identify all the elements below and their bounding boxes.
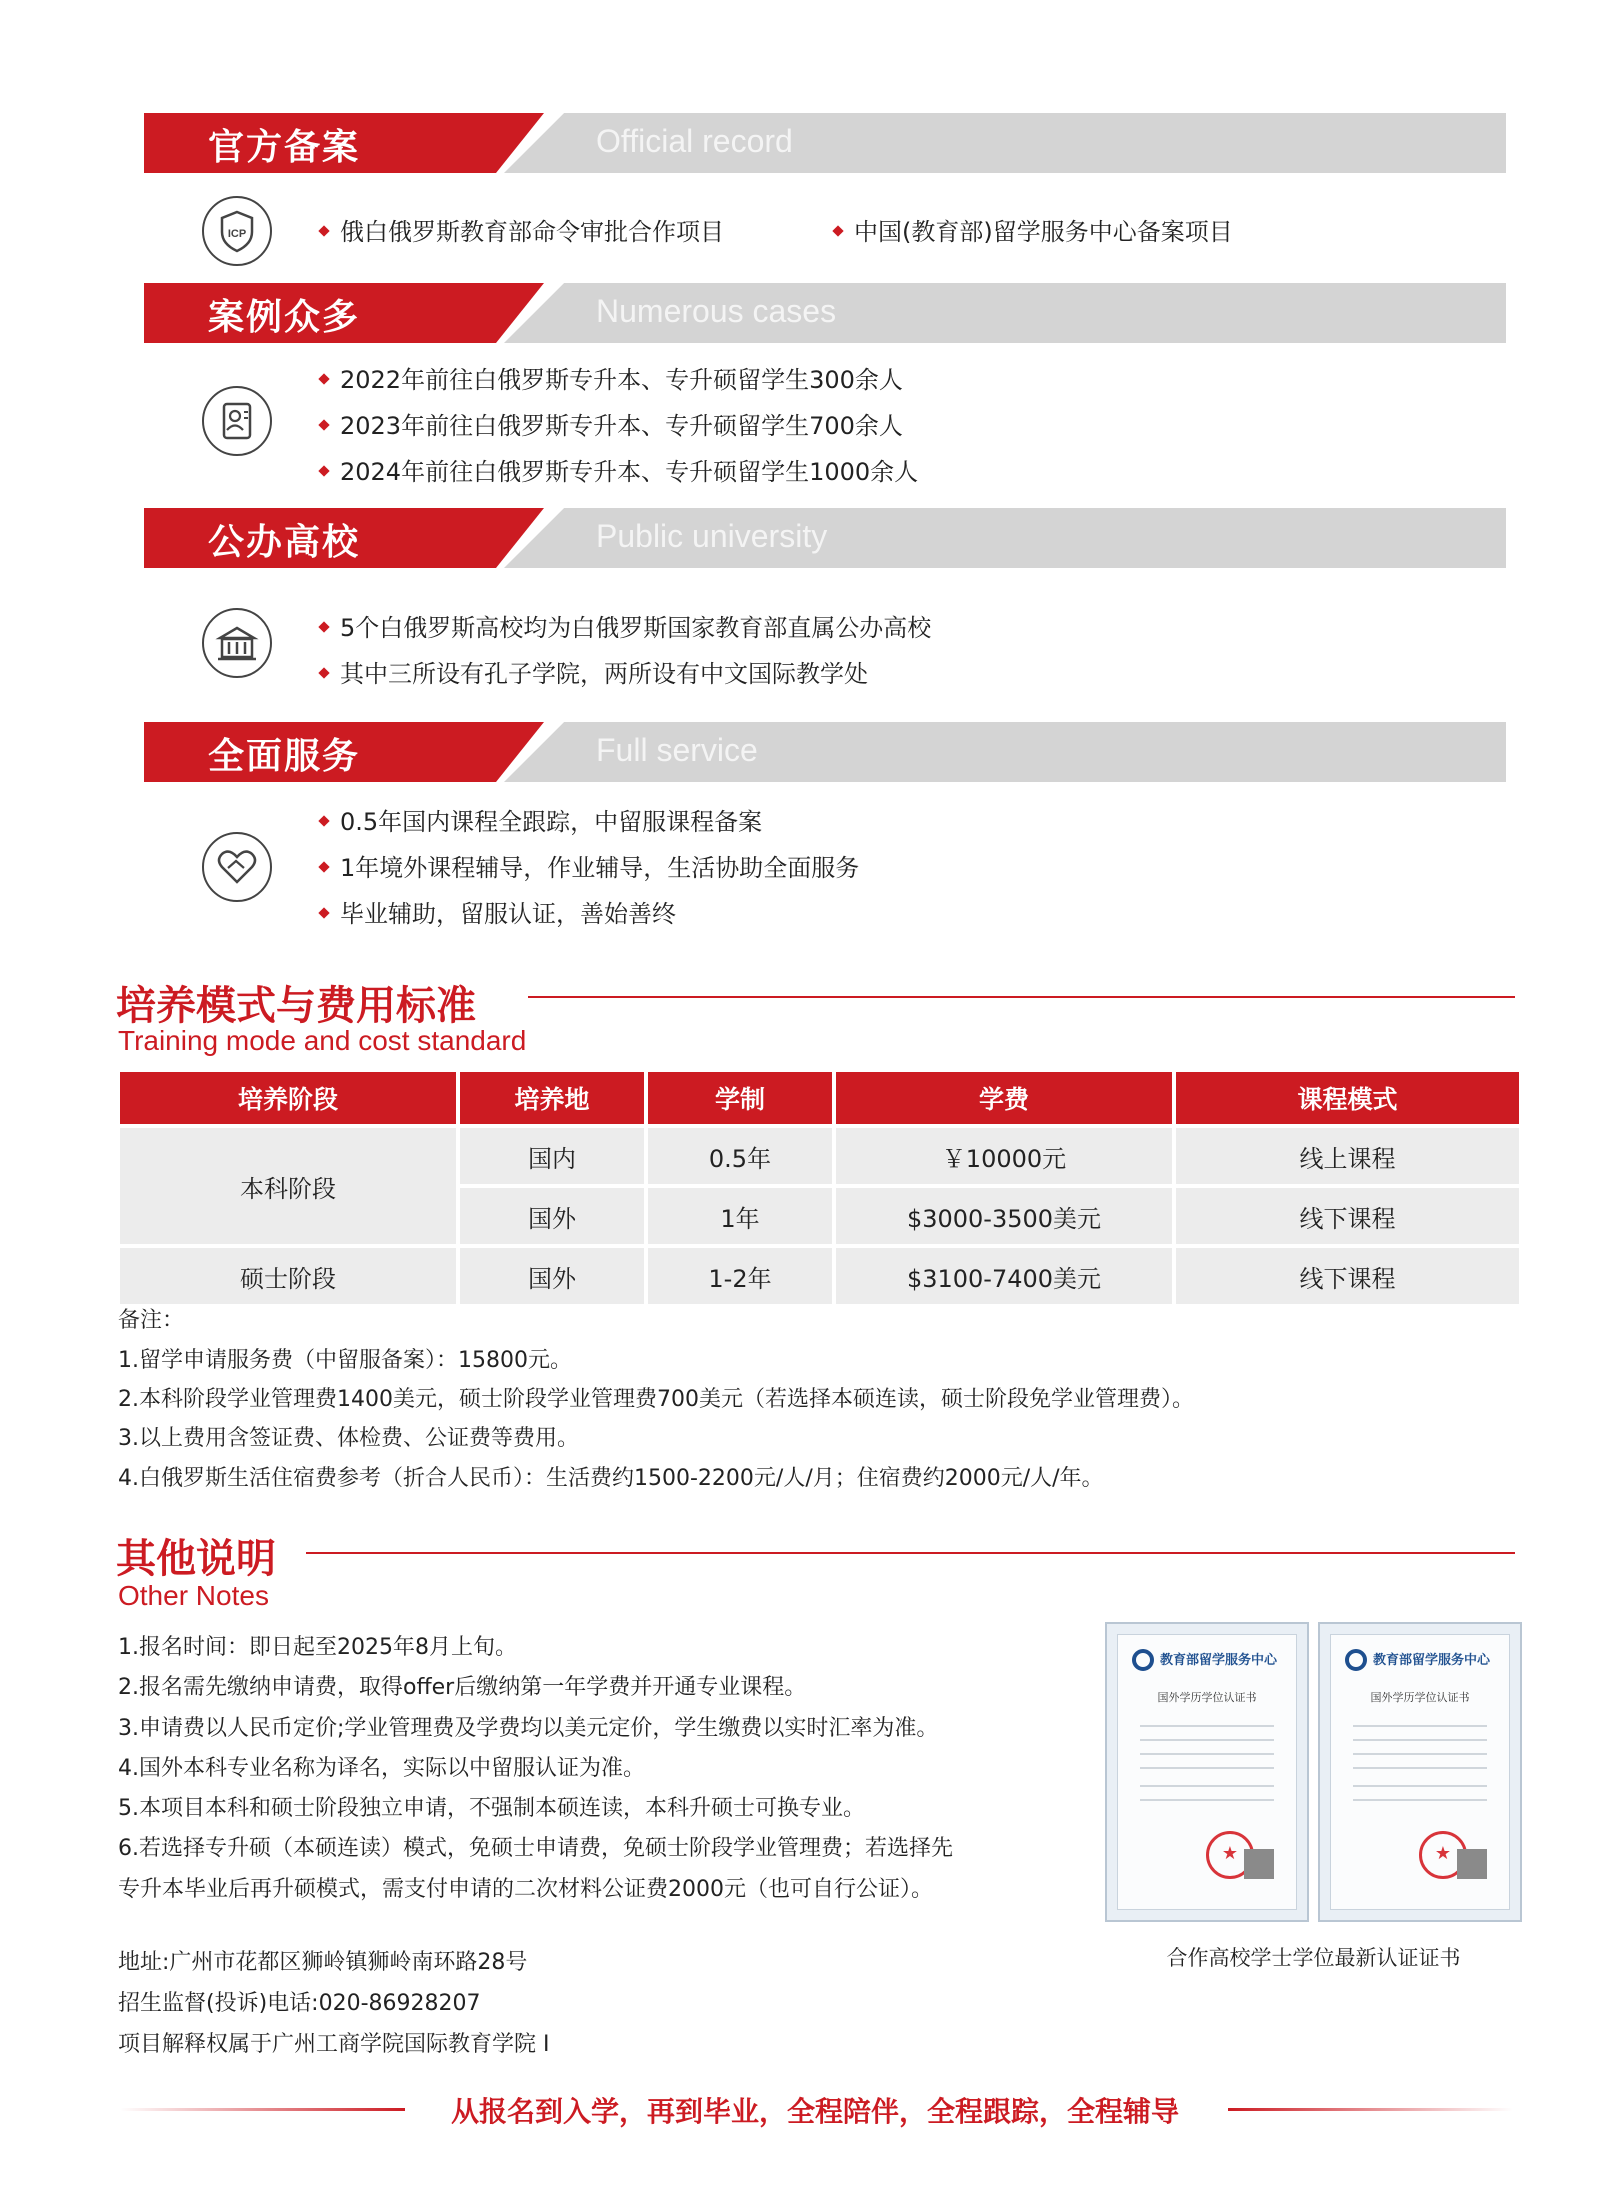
icp-icon <box>202 196 272 266</box>
contact-phone: 招生监督(投诉)电话:020-86928207 <box>118 1991 481 2016</box>
table-cell: 国内 <box>460 1128 644 1184</box>
slogan: 从报名到入学，再到毕业，全程陪伴，全程跟踪，全程辅导 <box>450 2095 1179 2128</box>
contact-address: 地址:广州市花都区狮岭镇狮岭南环路28号 <box>118 1950 528 1975</box>
list-item: 1年境外课程辅导，作业辅导，生活协助全面服务 <box>320 848 859 883</box>
slogan-line-left <box>120 2108 405 2111</box>
list-item: 其中三所设有孔子学院，两所设有中文国际教学处 <box>320 654 868 689</box>
list-item: 5个白俄罗斯高校均为白俄罗斯国家教育部直属公办高校 <box>320 608 931 643</box>
note-item: 1.留学申请服务费（中留服备案）：15800元。 <box>118 1348 572 1373</box>
divider <box>528 996 1515 998</box>
other-note-item: 3.申请费以人民币定价;学业管理费及学费均以美元定价，学生缴费以实时汇率为准。 <box>118 1716 939 1741</box>
section-bar-official-record <box>144 113 1506 173</box>
list-item: 毕业辅助，留服认证，善始善终 <box>320 894 676 929</box>
note-item: 4.白俄罗斯生活住宿费参考（折合人民币）：生活费约1500-2200元/人/月；住宿费约2000元/人/年。 <box>118 1466 1104 1491</box>
table-cell: 国外 <box>460 1188 644 1244</box>
csc-logo-icon <box>1345 1649 1367 1671</box>
certificate-caption: 合作高校学士学位最新认证证书 <box>1166 1946 1461 1970</box>
list-item: 中国(教育部)留学服务中心备案项目 <box>834 212 1233 247</box>
certificate-title: 国外学历学位认证书 <box>1157 1691 1257 1704</box>
table-cell: 本科阶段 <box>120 1128 456 1244</box>
university-building-icon <box>202 608 272 678</box>
other-note-item: 4.国外本科专业名称为译名，实际以中留服认证为准。 <box>118 1756 645 1781</box>
table-row <box>120 1128 1519 1184</box>
column-header: 课程模式 <box>1176 1072 1519 1124</box>
list-item: 0.5年国内课程全跟踪，中留服课程备案 <box>320 802 762 837</box>
table-cell: 线上课程 <box>1176 1128 1519 1184</box>
qr-code-icon <box>1244 1849 1274 1879</box>
section-bar-full-service <box>144 722 1506 782</box>
table-cell: 0.5年 <box>648 1128 832 1184</box>
note-item: 2.本科阶段学业管理费1400美元，硕士阶段学业管理费700美元（若选择本硕连读，硕士阶段免学业管理费）。 <box>118 1387 1194 1412</box>
list-item: 2024年前往白俄罗斯专升本、专升硕留学生1000余人 <box>320 452 918 487</box>
section-subtitle: Public university <box>596 518 828 554</box>
other-notes-subtitle: Other Notes <box>118 1580 269 1611</box>
column-header: 培养地 <box>460 1072 644 1124</box>
table-cell: 线下课程 <box>1176 1188 1519 1244</box>
svg-text:ICP: ICP <box>227 228 247 240</box>
table-row <box>120 1248 1519 1304</box>
divider <box>306 1552 1515 1554</box>
table-cell: 国外 <box>460 1248 644 1304</box>
section-title: 案例众多 <box>208 297 361 338</box>
table-cell: $3000-3500美元 <box>836 1188 1172 1244</box>
other-note-item: 1.报名时间：即日起至2025年8月上旬。 <box>118 1635 517 1660</box>
table-cell: $3100-7400美元 <box>836 1248 1172 1304</box>
slogan-line-right <box>1228 2108 1513 2111</box>
section-subtitle: Numerous cases <box>596 293 837 329</box>
column-header: 学费 <box>836 1072 1172 1124</box>
notes-label: 备注： <box>118 1308 185 1333</box>
table-cell: 1年 <box>648 1188 832 1244</box>
other-note-item: 6.若选择专升硕（本硕连读）模式，免硕士申请费，免硕士阶段学业管理费；若选择先 <box>118 1836 953 1861</box>
qr-code-icon <box>1457 1849 1487 1879</box>
column-header: 培养阶段 <box>120 1072 456 1124</box>
section-subtitle: Official record <box>596 123 793 159</box>
heart-hands-icon <box>202 832 272 902</box>
other-note-item: 专升本毕业后再升硕模式，需支付申请的二次材料公证费2000元（也可自行公证）。 <box>118 1877 933 1902</box>
section-bar-public-university <box>144 508 1506 568</box>
other-note-item: 2.报名需先缴纳申请费，取得offer后缴纳第一年学费并开通专业课程。 <box>118 1675 807 1700</box>
training-title: 培养模式与费用标准 <box>116 983 476 1029</box>
csc-logo-icon <box>1132 1649 1154 1671</box>
certificate-image <box>1105 1622 1309 1922</box>
section-title: 公办高校 <box>208 522 361 563</box>
section-subtitle: Full service <box>596 732 758 768</box>
note-item: 3.以上费用含签证费、体检费、公证费等费用。 <box>118 1426 579 1451</box>
section-title: 官方备案 <box>208 127 361 168</box>
certificate-issuer: 教育部留学服务中心 <box>1373 1653 1491 1668</box>
certificate-title: 国外学历学位认证书 <box>1370 1691 1470 1704</box>
table-cell: 线下课程 <box>1176 1248 1519 1304</box>
rights-statement: 项目解释权属于广州工商学院国际教育学院 I <box>118 2032 550 2057</box>
list-item: 2023年前往白俄罗斯专升本、专升硕留学生700余人 <box>320 406 903 441</box>
other-notes-title: 其他说明 <box>116 1536 276 1582</box>
cases-icon <box>202 386 272 456</box>
list-item: 俄白俄罗斯教育部命令审批合作项目 <box>320 212 724 247</box>
table-cell: 硕士阶段 <box>120 1248 456 1304</box>
certificate-image <box>1318 1622 1522 1922</box>
column-header: 学制 <box>648 1072 832 1124</box>
table-header-row <box>120 1072 1519 1124</box>
section-title: 全面服务 <box>208 736 361 777</box>
list-item: 2022年前往白俄罗斯专升本、专升硕留学生300余人 <box>320 360 903 395</box>
other-note-item: 5.本项目本科和硕士阶段独立申请，不强制本硕连读，本科升硕士可换专业。 <box>118 1796 865 1821</box>
table-cell: 1-2年 <box>648 1248 832 1304</box>
training-subtitle: Training mode and cost standard <box>118 1025 527 1056</box>
fee-table <box>116 1068 1523 1308</box>
certificate-issuer: 教育部留学服务中心 <box>1160 1653 1278 1668</box>
section-bar-numerous-cases <box>144 283 1506 343</box>
table-cell: ￥10000元 <box>836 1128 1172 1184</box>
